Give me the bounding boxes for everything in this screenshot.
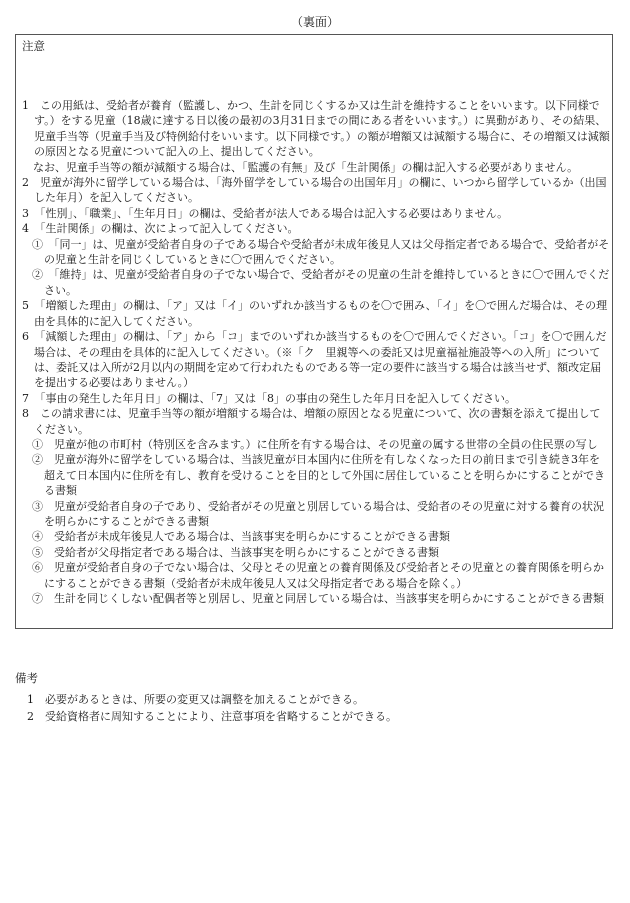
notice-body bbox=[22, 98, 610, 606]
notice-paragraph: ⑤ 受給者が父母指定者である場合は、当該事実を明らかにすることができる書類 bbox=[32, 545, 439, 559]
notice-paragraph: ⑦ 生計を同じくしない配偶者等と別居し、児童と同居している場合は、当該事実を明らかにすることができる書類 bbox=[32, 592, 604, 605]
notice-paragraph: 3 「性別」、「職業」、「生年月日」の欄は、受給者が法人である場合は記入する必要はありません。 bbox=[22, 206, 509, 220]
notice-paragraph: 1 この用紙は、受給者が養育（監護し、かつ、生計を同じくするか又は生計を維持することをいいます。以下同様です。）をする児童（18歳に達する日以後の最初の3月31日までの間にある者をいいます。）に異動があり、その結果、児童手当等（児童手当及び特例給付をいいます。以下同様です。）の額が増額又は減額する場合に、その増額又は減額の原因となる児童について記入の上、提出してください。 bbox=[22, 99, 610, 159]
notice-paragraph: 4 「生計関係」の欄は、次によって記入してください。 bbox=[22, 222, 299, 236]
remarks-heading: 備考 bbox=[15, 671, 38, 685]
notice-paragraph: ⑥ 児童が受給者自身の子でない場合は、父母とその児童との養育関係及び受給者とその児童との養育関係を明らかにすることができる書類（受給者が未成年後見人又は父母指定者である場合を除く。） bbox=[32, 561, 604, 590]
notice-paragraph: なお、児童手当等の額が減額する場合は、「監護の有無」及び「生計関係」の欄は記入する必要がありません。 bbox=[33, 160, 579, 174]
notice-paragraph: 6 「減額した理由」の欄は、「ア」から「コ」までのいずれか該当するものを〇で囲んでください。「コ」を〇で囲んだ場合は、その理由を具体的に記入してください。（※「ク 里親等への委託又は児童福祉施設等への入所」については、委託又は入所が2月以内の期間を定めて行われたものである等一定の要件に該当する場合は該当せず、額改定届を提出する必要はありません。） bbox=[22, 330, 607, 390]
notice-paragraph: ② 「維持」は、児童が受給者自身の子でない場合で、受給者がその児童の生計を維持しているときに〇で囲んでください。 bbox=[32, 268, 610, 297]
notice-paragraph: 2 児童が海外に留学している場合は、「海外留学をしている場合の出国年月」の欄に、いつから留学しているか（出国した年月）を記入してください。 bbox=[22, 176, 607, 205]
notice-paragraph: 5 「増額した理由」の欄は、「ア」又は「イ」のいずれか該当するものを〇で囲み、「イ」を〇で囲んだ場合は、その理由を具体的に記入してください。 bbox=[22, 299, 608, 328]
notice-paragraph: ③ 児童が受給者自身の子であり、受給者がその児童と別居している場合は、受給者のその児童に対する養育の状況を明らかにすることができる書類 bbox=[32, 499, 604, 528]
remarks-section bbox=[15, 671, 613, 725]
page-title: （裏面） bbox=[290, 15, 339, 29]
notice-paragraph: ④ 受給者が未成年後見人である場合は、当該事実を明らかにすることができる書類 bbox=[32, 530, 450, 544]
notice-paragraph: ① 「同一」は、児童が受給者自身の子である場合や受給者が未成年後見人又は父母指定者である場合で、受給者がその児童と生計を同じくしているときに〇で囲んでください。 bbox=[32, 237, 610, 267]
notice-paragraph: 8 この請求書には、児童手当等の額が増額する場合は、増額の原因となる児童について、次の書類を添えて提出してください。 bbox=[22, 407, 601, 436]
remarks-item: 1 必要があるときは、所要の変更又は調整を加えることができる。 bbox=[27, 693, 364, 706]
remarks-item: 2 受給資格者に周知することにより、注意事項を省略することができる。 bbox=[27, 710, 397, 723]
notice-heading: 注意 bbox=[22, 39, 45, 53]
notice-paragraph: 7 「事由の発生した年月日」の欄は、「7」又は「8」の事由の発生した年月日を記入してください。 bbox=[22, 391, 516, 405]
notice-box bbox=[15, 34, 613, 629]
notice-paragraph: ① 児童が他の市町村（特別区を含みます。）に住所を有する場合は、その児童の属する世帯の全員の住民票の写し bbox=[32, 437, 598, 451]
notice-paragraph: ② 児童が海外に留学をしている場合は、当該児童が日本国内に住所を有しなくなった日の前日まで引き続き3年を超えて日本国内に住所を有し、教育を受けることを目的として外国に居住していることを明らかにすることができる書類 bbox=[32, 453, 605, 498]
